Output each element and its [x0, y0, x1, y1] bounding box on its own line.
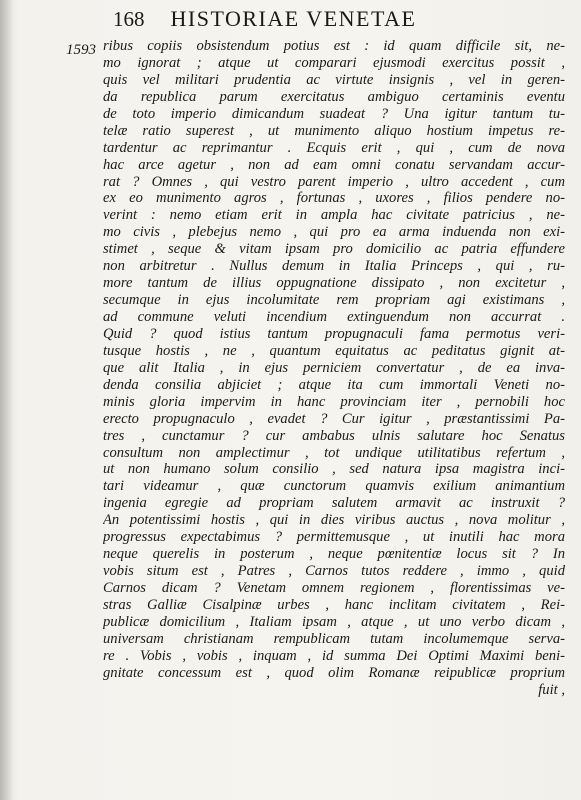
text-line: publicæ domicilium , Italiam ipsam , atque , ut uno verbo dicam , — [103, 613, 565, 630]
text-line: more tantum de illius oppugnatione dissipato , non excitetur , — [103, 275, 565, 292]
text-line: consultum non amplectimur , tot undique utilitatibus refertum , — [103, 444, 565, 461]
text-line: telæ ratio superest , ut munimento aliquo hostium impetus re- — [103, 122, 565, 139]
text-line: stras Galliæ Cisalpinæ urbes , hanc inclitam civitatem , Rei- — [103, 596, 565, 613]
text-line: tres , cunctamur ? cur ambabus ulnis salutare hoc Senatus — [103, 427, 565, 444]
text-line: tardentur ac reprimantur . Ecquis erit , qui , cum de nova — [103, 139, 565, 156]
text-line: tari videamur , quæ cunctorum quamvis exilium animantium — [103, 478, 565, 495]
margin-year: 1593 — [66, 42, 96, 58]
body-text — [103, 38, 565, 699]
text-line: Carnos dicam ? Venetam omnem regionem , florentissimas ve- — [103, 580, 565, 596]
text-line: ingenia egregie ad propriam salutem armavit ac instruxit ? — [103, 495, 565, 512]
text-line: fuit , — [538, 681, 565, 698]
text-line: denda consilia abjiciet ; atque ita cum immortali Veneti no- — [103, 376, 565, 393]
text-line: re . Vobis , vobis , inquam , id summa Dei Optimi Maximi beni- — [103, 647, 565, 664]
text-line: secumque in ejus incolumitate rem propriam agi existimans , — [103, 292, 565, 309]
text-line: rat ? Omnes , qui vestro parent imperio , ultro accedent , cum — [103, 173, 565, 190]
text-line: progressus expectabimus ? permittemusque , ut inutili hac mora — [103, 529, 565, 546]
text-line: ex eo munimento agros , fortunas , uxores , filios pendere no- — [103, 190, 565, 207]
text-line: quis vel militari prudentia ac virtute insignis , vel in geren- — [103, 71, 565, 88]
text-line: erecto propugnaculo , evadet ? Cur igitur , præstantissimi Pa- — [103, 410, 565, 427]
text-line: da republica parum exercitatus ambiguo certaminis eventu — [103, 88, 565, 105]
text-line: Quid ? quod istius tantum propugnaculi fama permotus veri- — [103, 325, 565, 342]
text-line: mo ignorat ; atque ut comparari ejusmodi exercitus possit , — [103, 54, 565, 71]
text-line: hac arce agetur , non ad eam omni conatu servandam accur- — [103, 156, 565, 173]
text-line: gnitate concessum est , quod olim Romanæ reipublicæ proprium — [103, 664, 565, 681]
running-head — [113, 6, 541, 32]
text-line: ribus copiis obsistendum potius est : id quam difficile sit, ne- — [103, 38, 565, 54]
text-line: vobis situm est , Patres , Carnos tutos reddere , immo , quid — [103, 563, 565, 580]
text-line: non arbitretur . Nullus demum in Italia Princeps , qui , ru- — [103, 258, 565, 275]
text-line: verint : nemo etiam erit in ampla hac civitate patricius , ne- — [103, 207, 565, 224]
text-line: ut non humano solum consilio , sed natura ipsa magistra inci- — [103, 461, 565, 478]
text-line: minis gloria impervim in hanc provinciam iter , pernobili hoc — [103, 393, 565, 410]
text-line: mo civis , plebejus nemo , qui pro ea arma induenda non exi- — [103, 224, 565, 241]
text-line: An potentissimi hostis , qui in dies viribus auctus , nova molitur , — [103, 512, 565, 529]
text-line: stimet , seque & vitam ipsam pro domicilio ac patria effundere — [103, 241, 565, 258]
binding-shadow — [0, 0, 14, 800]
page-number: 168 — [113, 7, 145, 31]
text-line: que alit Italia , in ejus perniciem convertatur , de ea inva- — [103, 359, 565, 376]
text-line: tusque hostis , ne , quantum equitatus ac peditatus gignit at- — [103, 342, 565, 359]
text-line: neque querelis in posterum , neque pœnitentiæ locus sit ? In — [103, 546, 565, 563]
text-line: de toto imperio dimicandum suadeat ? Una igitur tantum tu- — [103, 105, 565, 122]
text-line: universam christianam rempublicam tutam incolumemque serva- — [103, 630, 565, 647]
running-title: HISTORIAE VENETAE — [170, 6, 417, 31]
text-line: ad commune veluti incendium extinguendum non accurrat . — [103, 309, 565, 325]
